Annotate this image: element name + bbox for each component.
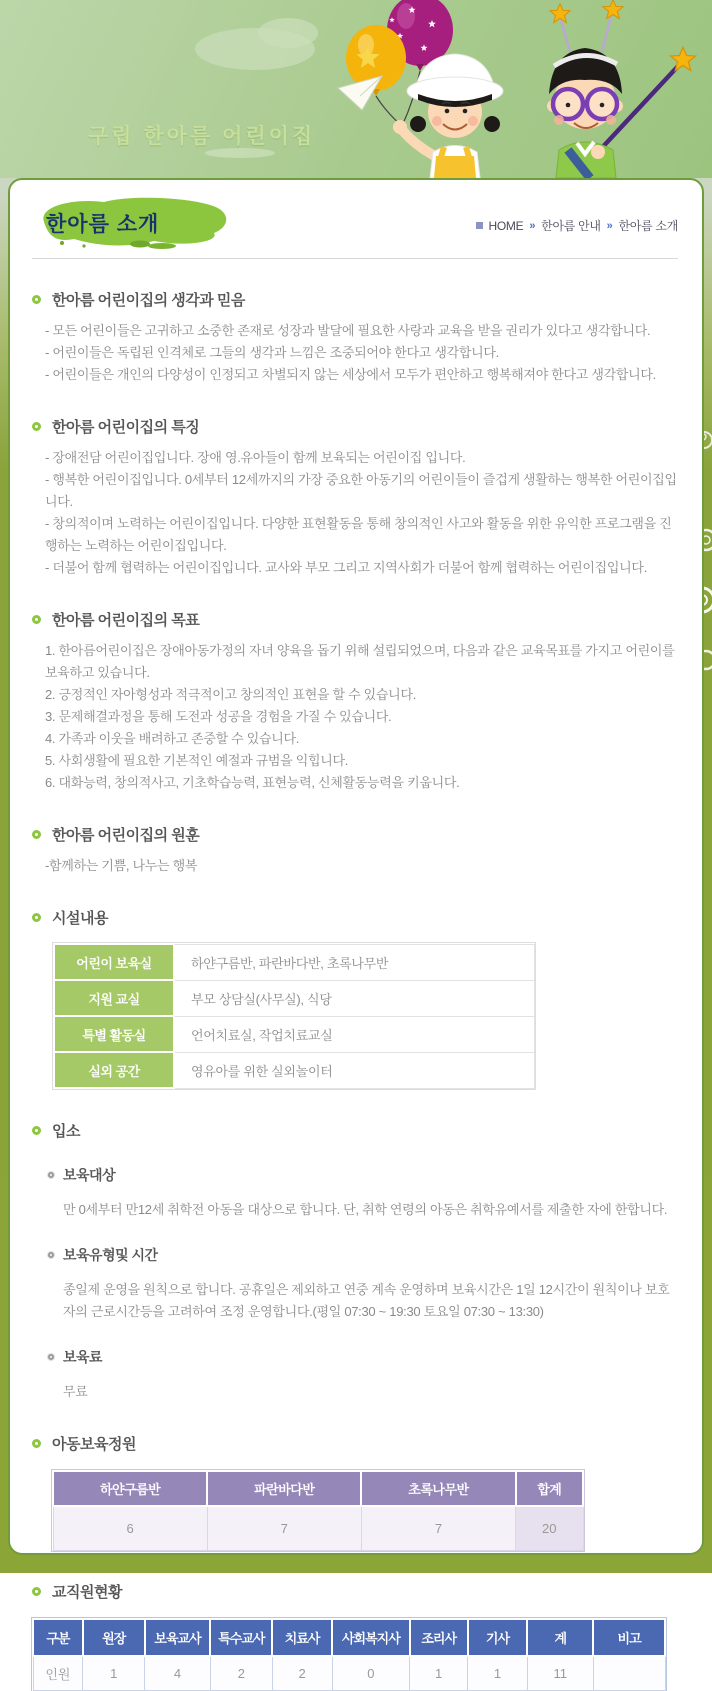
- subsection-bullet-icon: [48, 1172, 54, 1178]
- staff-value-cell: 0: [332, 1656, 410, 1691]
- subsection-title: 보육대상: [63, 1165, 115, 1185]
- staff-value-cell: 1: [410, 1656, 468, 1691]
- girl-illustration: [393, 54, 503, 178]
- section-title: 시설내용: [52, 907, 108, 928]
- section-bullet-icon: [32, 1126, 41, 1135]
- section-beliefs: [32, 289, 678, 386]
- subsection-bullet-icon: [48, 1354, 54, 1360]
- section-bullet-icon: [32, 913, 41, 922]
- subsection-title: 보육유형및 시간: [63, 1245, 158, 1265]
- section-features: [32, 416, 678, 579]
- section-title: 한아름 어린이집의 목표: [52, 609, 199, 630]
- breadcrumb-home[interactable]: HOME: [489, 219, 524, 233]
- section-bullet-icon: [32, 422, 41, 431]
- table-row: [33, 1656, 665, 1691]
- capacity-col-header: 합계: [516, 1471, 583, 1506]
- section-title: 한아름 어린이집의 원훈: [52, 824, 199, 845]
- subsection-text: 무료: [63, 1381, 678, 1403]
- goal-item: 6. 대화능력, 창의적사고, 기초학습능력, 표현능력, 신체활동능력을 키웁니다.: [45, 772, 678, 794]
- boy-illustration: [547, 0, 695, 178]
- facility-row-label: 어린이 보육실: [54, 944, 174, 980]
- breadcrumb-level2[interactable]: 한아름 소개: [619, 217, 679, 234]
- capacity-value-cell: 7: [207, 1506, 361, 1550]
- staff-col-header: 특수교사: [210, 1619, 272, 1656]
- section-title: 한아름 어린이집의 특징: [52, 416, 199, 437]
- facility-table: [53, 943, 535, 1089]
- breadcrumb-separator-icon: »: [529, 220, 535, 232]
- staff-value-cell: 4: [145, 1656, 211, 1691]
- page-title: 한아름 소개: [46, 208, 159, 238]
- subsection-fee: [48, 1347, 678, 1403]
- content-box: [8, 178, 704, 1555]
- staff-value-cell: 1: [468, 1656, 528, 1691]
- capacity-value-cell: 6: [53, 1506, 207, 1550]
- capacity-value-cell: 7: [361, 1506, 515, 1550]
- staff-value-cell: 2: [210, 1656, 272, 1691]
- section-admission: [32, 1120, 678, 1403]
- section-title: 교직원현황: [52, 1581, 122, 1602]
- breadcrumb-level1[interactable]: 한아름 안내: [541, 217, 601, 234]
- capacity-total-cell: 20: [516, 1506, 583, 1550]
- cloud-decoration: [258, 18, 318, 48]
- belief-item: - 모든 어린이들은 고귀하고 소중한 존재로 성장과 발달에 필요한 사랑과 교육을 받을 권리가 있다고 생각합니다.: [45, 320, 678, 342]
- header-banner: [0, 0, 712, 178]
- breadcrumb-separator-icon: »: [607, 220, 613, 232]
- staff-col-header: 비고: [593, 1619, 665, 1656]
- facility-row-label: 지원 교실: [54, 980, 174, 1016]
- capacity-col-header: 초록나무반: [361, 1471, 515, 1506]
- belief-item: - 어린이들은 개인의 다양성이 인정되고 차별되지 않는 세상에서 모두가 편안하고 행복해져야 한다고 생각합니다.: [45, 364, 678, 386]
- section-capacity: [32, 1433, 678, 1551]
- facility-row-label: 실외 공간: [54, 1052, 174, 1088]
- staff-table: [32, 1618, 666, 1691]
- staff-col-header: 구분: [33, 1619, 83, 1656]
- facility-row-value: 언어치료실, 작업치료교실: [174, 1016, 535, 1052]
- site-logo-text: 구립 한아름 어린이집: [88, 120, 315, 150]
- section-motto: [32, 824, 678, 877]
- staff-value-cell: 1: [83, 1656, 145, 1691]
- table-header-row: [53, 1471, 583, 1506]
- staff-col-header: 기사: [468, 1619, 528, 1656]
- facility-row-value: 하얀구름반, 파란바다반, 초록나무반: [174, 944, 535, 980]
- subsection-type-hours: [48, 1245, 678, 1323]
- staff-col-header: 사회복지사: [332, 1619, 410, 1656]
- feature-item: - 행복한 어린이집입니다. 0세부터 12세까지의 가장 중요한 아동기의 어린이들이 즐겁게 생활하는 행복한 어린이집입니다.: [45, 469, 678, 513]
- goal-item: 4. 가족과 이웃을 배려하고 존중할 수 있습니다.: [45, 728, 678, 750]
- staff-col-header: 조리사: [410, 1619, 468, 1656]
- staff-row-label: 인원: [33, 1656, 83, 1691]
- goal-item: 1. 한아름어린이집은 장애아동가정의 자녀 양육을 돕기 위해 설립되었으며, 다음과 같은 교육목표를 가지고 어린이를 보육하고 있습니다.: [45, 640, 678, 684]
- staff-value-cell: 11: [527, 1656, 593, 1691]
- title-row: [32, 194, 678, 259]
- section-staff: [32, 1581, 678, 1691]
- table-row: [54, 1016, 535, 1052]
- breadcrumb: [476, 217, 678, 250]
- header-illustration: [330, 0, 712, 178]
- table-header-row: [33, 1619, 665, 1656]
- section-goals: [32, 609, 678, 794]
- staff-col-header: 계: [527, 1619, 593, 1656]
- capacity-col-header: 하얀구름반: [53, 1471, 207, 1506]
- facility-row-value: 부모 상담실(사무실), 식당: [174, 980, 535, 1016]
- section-title: 아동보육정원: [52, 1433, 136, 1454]
- section-title: 입소: [52, 1120, 80, 1141]
- facility-row-value: 영유아를 위한 실외놀이터: [174, 1052, 535, 1088]
- feature-item: - 장애전담 어린이집입니다. 장애 영.유아들이 함께 보육되는 어린이집 입니다.: [45, 447, 678, 469]
- subsection-text: 종일제 운영을 원칙으로 합니다. 공휴일은 제외하고 연중 계속 운영하며 보육시간은 1일 12시간이 원칙이나 보호자의 근로시간등을 고려하여 조정 운영합니다.(평일 07:30 ~ 19:30 토요일 07:30 ~ 13:30): [63, 1279, 678, 1323]
- feature-item: - 더불어 함께 협력하는 어린이집입니다. 교사와 부모 그리고 지역사회가 더불어 함께 협력하는 어린이집입니다.: [45, 557, 678, 579]
- section-bullet-icon: [32, 830, 41, 839]
- facility-table-wrap: [52, 942, 536, 1090]
- subsection-bullet-icon: [48, 1252, 54, 1258]
- feature-item: - 창의적이며 노력하는 어린이집입니다. 다양한 표현활동을 통해 창의적인 사고와 활동을 위한 유익한 프로그램을 진행하는 노력하는 어린이집입니다.: [45, 513, 678, 557]
- staff-col-header: 보육교사: [145, 1619, 211, 1656]
- staff-value-cell: [593, 1656, 665, 1691]
- goal-item: 3. 문제해결과정을 통해 도전과 성공을 경험을 가질 수 있습니다.: [45, 706, 678, 728]
- page-title-wrap: [32, 194, 242, 250]
- section-title: 한아름 어린이집의 생각과 믿음: [52, 289, 245, 310]
- goal-item: 2. 긍정적인 자아형성과 적극적이고 창의적인 표현을 할 수 있습니다.: [45, 684, 678, 706]
- table-row: [54, 980, 535, 1016]
- section-facilities: [32, 907, 678, 1090]
- subsection-title: 보육료: [63, 1347, 102, 1367]
- motto-text: -함께하는 기쁨, 나누는 행복: [45, 855, 678, 877]
- capacity-table: [52, 1470, 584, 1551]
- section-bullet-icon: [32, 1587, 41, 1596]
- subsection-text: 만 0세부터 만12세 취학전 아동을 대상으로 합니다. 단, 취학 연령의 아동은 취학유예서를 제출한 자에 한합니다.: [63, 1199, 678, 1221]
- staff-col-header: 원장: [83, 1619, 145, 1656]
- breadcrumb-bullet-icon: [476, 222, 483, 229]
- subsection-target: [48, 1165, 678, 1221]
- goal-item: 5. 사회생활에 필요한 기본적인 예절과 규범을 익힙니다.: [45, 750, 678, 772]
- belief-item: - 어린이들은 독립된 인격체로 그들의 생각과 느낌은 조중되어야 한다고 생각합니다.: [45, 342, 678, 364]
- section-bullet-icon: [32, 1439, 41, 1448]
- facility-row-label: 특별 활동실: [54, 1016, 174, 1052]
- capacity-col-header: 파란바다반: [207, 1471, 361, 1506]
- staff-col-header: 치료사: [272, 1619, 332, 1656]
- section-bullet-icon: [32, 615, 41, 624]
- table-row: [54, 1052, 535, 1088]
- staff-value-cell: 2: [272, 1656, 332, 1691]
- table-row: [53, 1506, 583, 1550]
- table-row: [54, 944, 535, 980]
- section-bullet-icon: [32, 295, 41, 304]
